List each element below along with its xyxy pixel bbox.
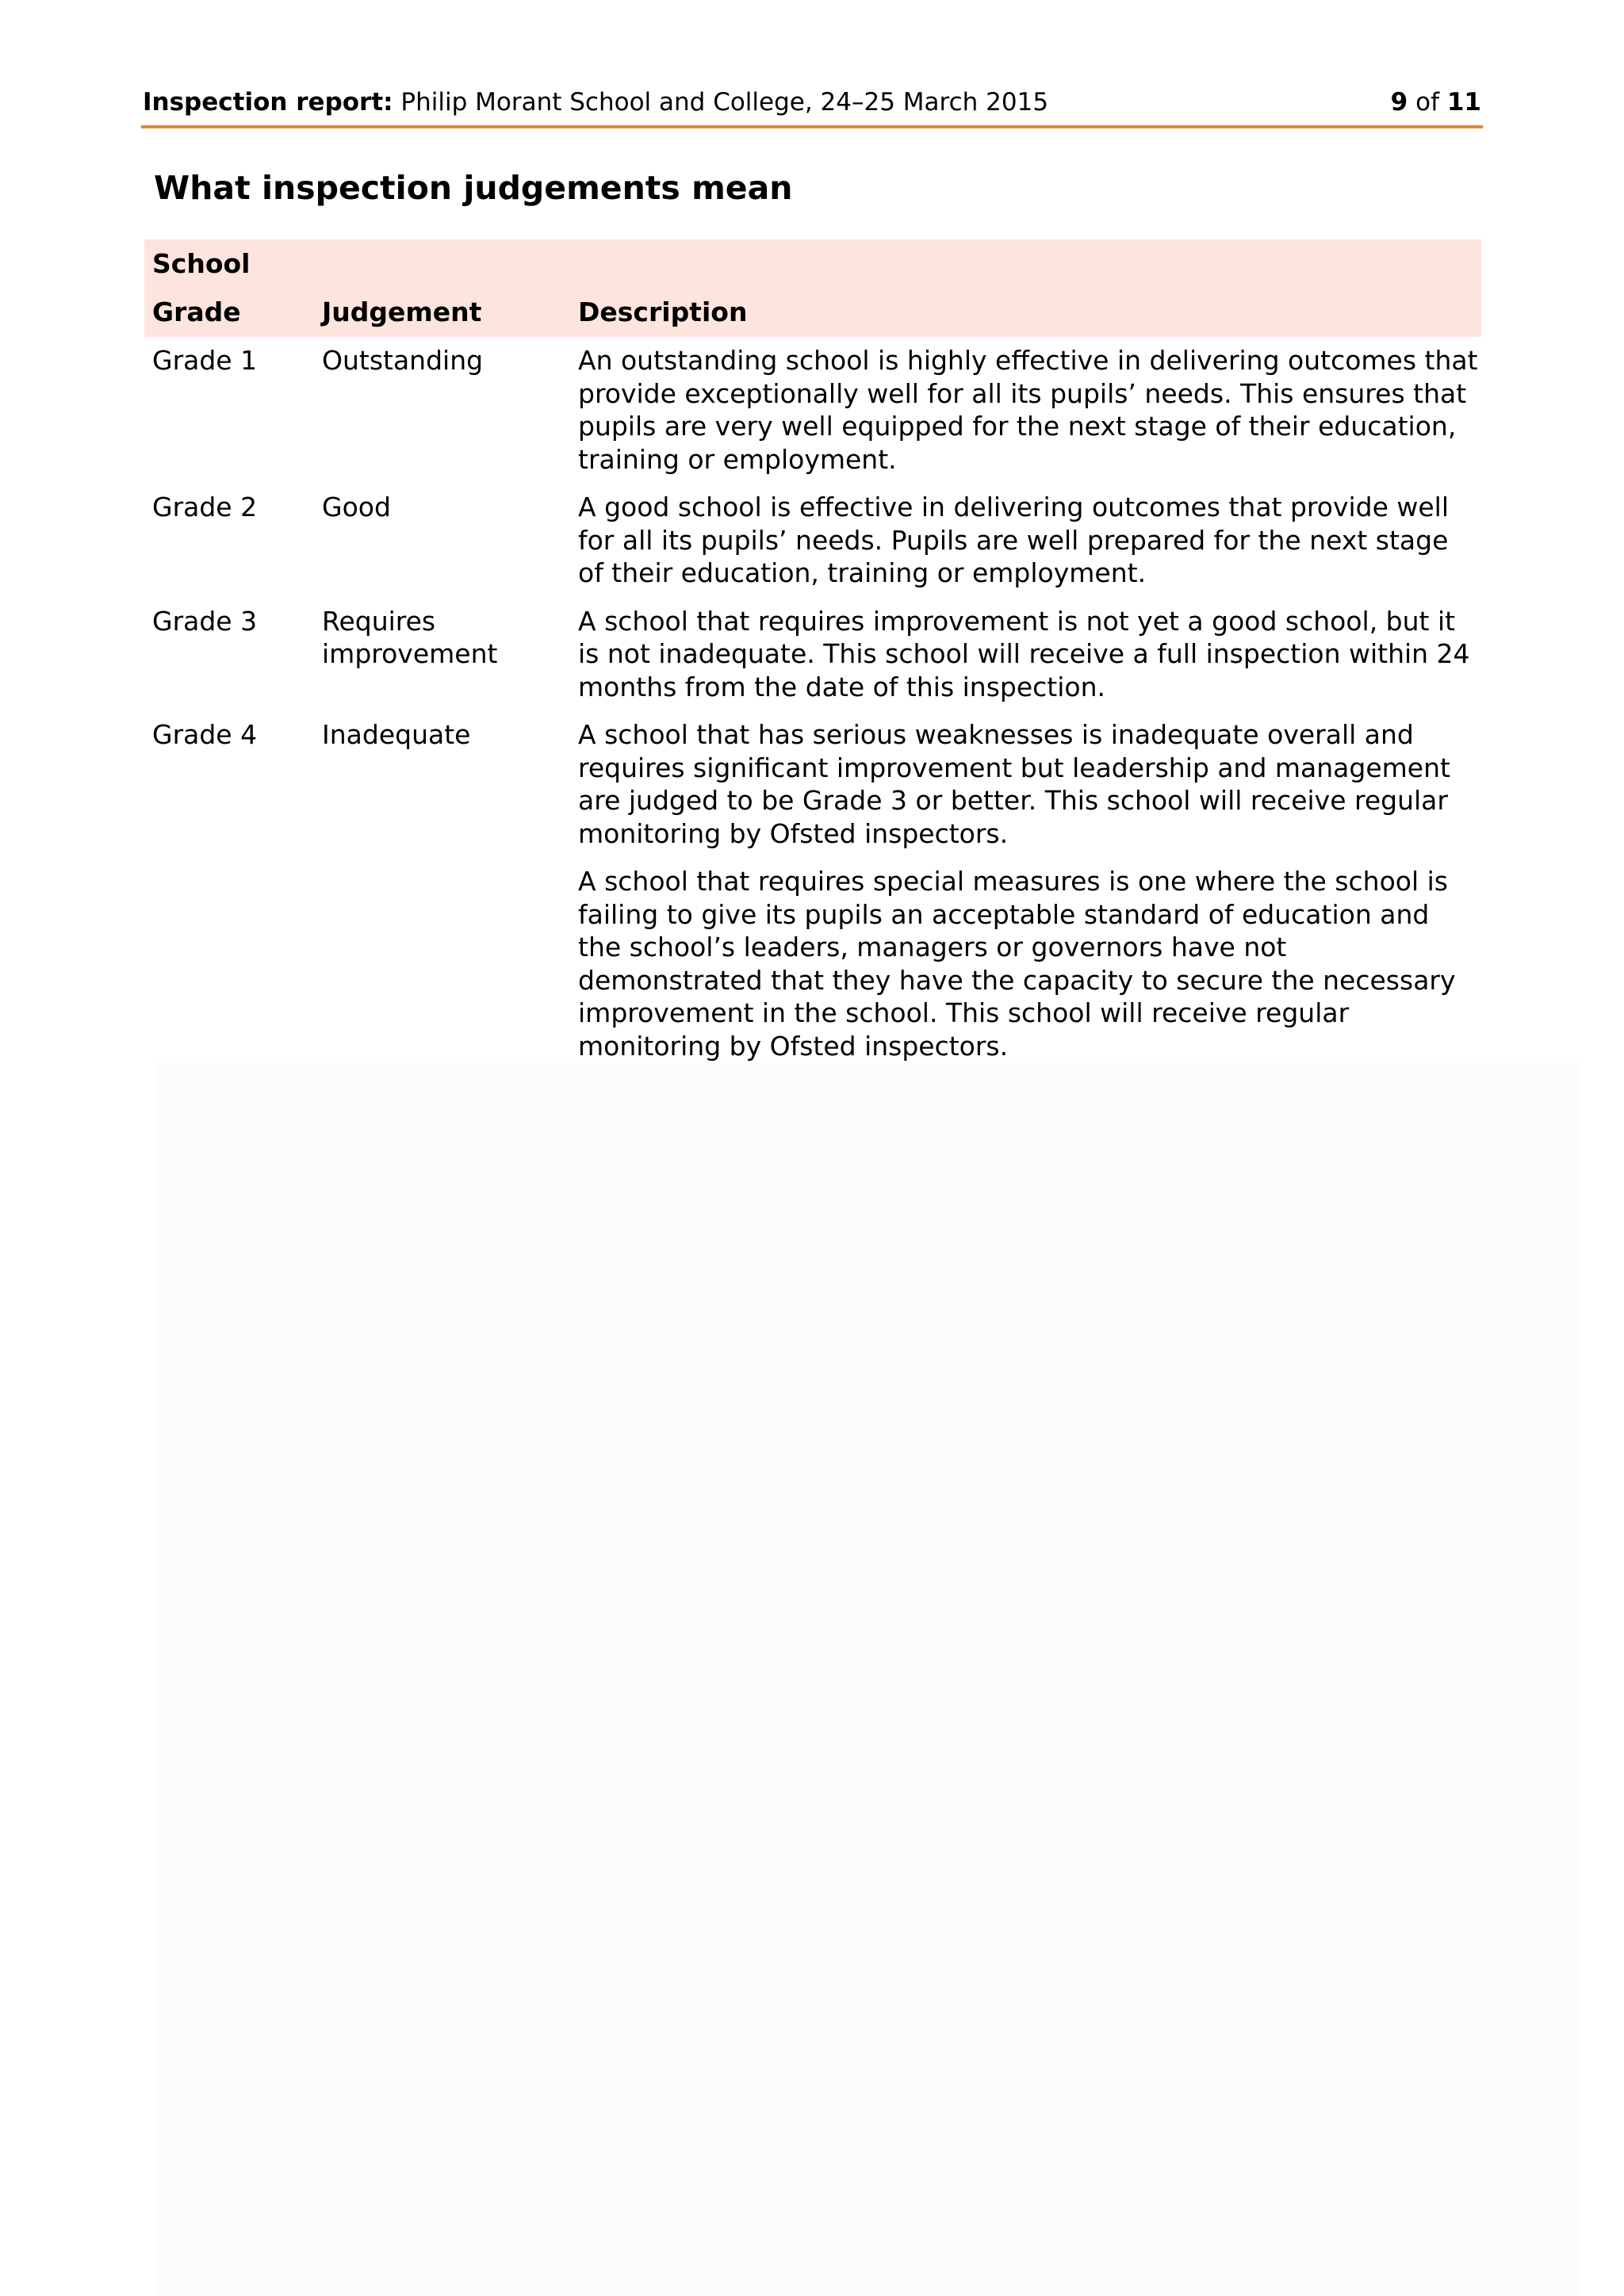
report-heading — [143, 84, 1048, 121]
report-label: Inspection report: — [143, 88, 393, 117]
grade-cell: Grade 3 — [152, 605, 258, 637]
description-cell: An outstanding school is highly effective in delivering outcomes that provide exceptionally well for all its pupils’ needs. This ensures that pupils are very well equipped for the next stage of their education, training or employment. — [578, 345, 1478, 475]
description-cell-special-measures: A school that requires special measures is one where the school is failing to give its pupils an acceptable standard of education and the school’s leaders, managers or governors have not demonstrated that they have the capacity to secure the necessary improvement in the school. This school will receive regular monitoring by Ofsted inspectors. — [578, 866, 1456, 1062]
table-row — [144, 491, 1481, 590]
table-row — [144, 605, 1481, 704]
report-title: Philip Morant School and College, 24–25 March 2015 — [400, 88, 1049, 117]
page-of: of — [1415, 88, 1439, 117]
table-row — [144, 344, 1481, 476]
grade-cell: Grade 4 — [152, 719, 258, 750]
header-divider — [141, 125, 1483, 128]
description-cell: A good school is effective in delivering outcomes that provide well for all its pupils’ needs. Pupils are well prepared for the next stage of their education, training or employment. — [578, 492, 1450, 588]
judgement-cell: Inadequate — [322, 719, 471, 750]
judgement-cell: Requires improvement — [322, 605, 498, 669]
judgements-table — [144, 239, 1481, 1062]
section-title: What inspection judgements mean — [154, 169, 793, 207]
judgement-cell: Good — [322, 492, 391, 522]
table-row — [144, 718, 1481, 1062]
page-current: 9 — [1390, 88, 1408, 117]
table-header — [144, 239, 1481, 337]
grade-cell: Grade 2 — [152, 492, 258, 522]
page-total: 11 — [1446, 88, 1481, 117]
header-judgement: Judgement — [322, 297, 482, 327]
grade-cell: Grade 1 — [152, 345, 258, 376]
description-cell: A school that has serious weaknesses is inadequate overall and requires significant improvement but leadership and management are judged to be Grade 3 or better. This school will receive regular monitoring by Ofsted inspectors. — [578, 719, 1450, 849]
description-cell: A school that requires improvement is not yet a good school, but it is not inadequate. This school will receive a full inspection within 24 months from the date of this inspection. — [578, 605, 1470, 702]
page-background — [155, 1062, 1582, 2296]
header-description: Description — [578, 297, 748, 327]
header-grade: Grade — [152, 297, 241, 327]
page-header — [143, 84, 1481, 125]
judgement-cell: Outstanding — [322, 345, 484, 376]
page-number — [1391, 84, 1481, 121]
header-school: School — [152, 248, 251, 279]
